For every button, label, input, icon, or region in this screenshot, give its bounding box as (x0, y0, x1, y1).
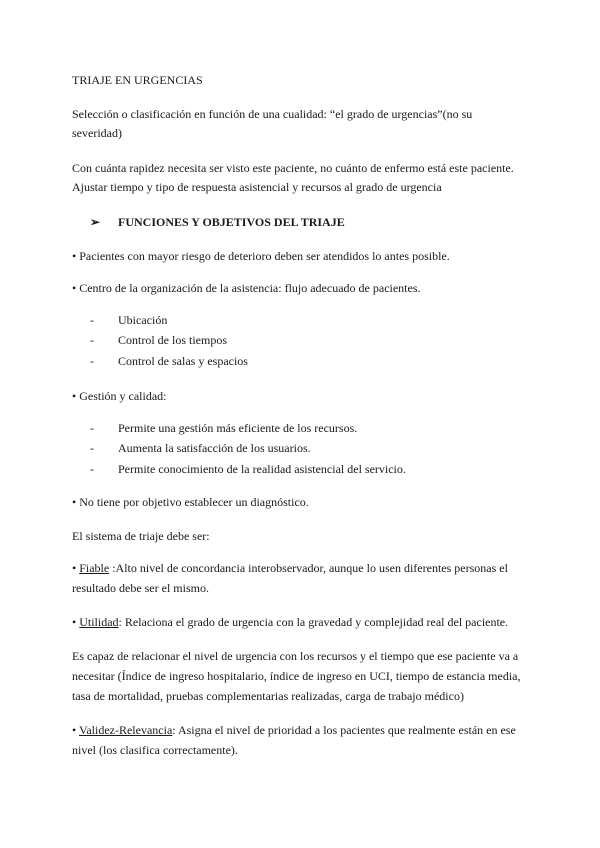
validez-text: : Asigna el nivel de prioridad a los pacientes que realmente están en ese (172, 723, 516, 737)
list-item (90, 353, 248, 369)
utilidad-line (72, 614, 508, 630)
bullet-centro: • Centro de la organización de la asistencia: flujo adecuado de pacientes. (72, 281, 421, 295)
dash-marker: - (90, 313, 94, 327)
section-heading-text: FUNCIONES Y OBJETIVOS DEL TRIAJE (118, 215, 345, 229)
validez-line-2: nivel (los clasifica correctamente). (72, 743, 238, 757)
list-item-text: Permite una gestión más eficiente de los recursos. (118, 421, 358, 435)
list-item-text: Ubicación (118, 313, 168, 327)
para4-line-3: tasa de mortalidad, pruebas complementarias realizadas, carga de trabajo médico) (72, 689, 464, 703)
validez-term: Validez-Relevancia (78, 723, 173, 737)
list-item-text: Permite conocimiento de la realidad asistencial del servicio. (118, 462, 406, 476)
bullet-marker: • (72, 723, 79, 737)
intro-line-1: Selección o clasificación en función de una cualidad: “el grado de urgencias”(no su (72, 107, 473, 121)
fiable-text: :Alto nivel de concordancia interobservador, aunque lo usen diferentes personas el (109, 561, 508, 575)
list-item (90, 420, 357, 436)
dash-marker: - (90, 462, 94, 476)
fiable-line-1 (72, 560, 508, 576)
para2-line-2: Ajustar tiempo y tipo de respuesta asistencial y recursos al grado de urgencia (72, 180, 442, 194)
bullet-gestion: • Gestión y calidad: (72, 389, 167, 403)
bullet-marker: • (72, 561, 80, 575)
list-item-text: Aumenta la satisfacción de los usuarios. (118, 441, 311, 455)
dash-marker: - (90, 441, 94, 455)
dash-marker: - (90, 333, 94, 347)
list-item (90, 440, 311, 456)
para4-line-2: necesitar (Índice de ingreso hospitalario, índice de ingreso en UCI, tiempo de estancia media, (72, 669, 521, 683)
list-item-text: Control de salas y espacios (118, 354, 248, 368)
fiable-term: Fiable (79, 561, 110, 575)
bullet-marker: • (72, 615, 80, 629)
list-item (90, 332, 227, 348)
fiable-line-2: resultado debe ser el mismo. (72, 581, 209, 595)
list-item (90, 312, 167, 328)
section-heading (90, 214, 345, 230)
list-item (90, 461, 406, 477)
bullet-riesgo: • Pacientes con mayor riesgo de deterioro deben ser atendidos lo antes posible. (72, 249, 450, 263)
intro-line-2: severidad) (72, 126, 122, 140)
dash-marker: - (90, 354, 94, 368)
utilidad-term: Utilidad (79, 615, 119, 629)
arrow-bullet-icon: ➢ (90, 215, 101, 229)
dash-marker: - (90, 421, 94, 435)
validez-line-1 (72, 722, 516, 738)
utilidad-text: : Relaciona el grado de urgencia con la gravedad y complejidad real del paciente. (118, 615, 509, 629)
para2-line-1: Con cuánta rapidez necesita ser visto este paciente, no cuánto de enfermo está este paciente. (72, 161, 514, 175)
para3: El sistema de triaje debe ser: (72, 529, 210, 543)
bullet-diagnostico: • No tiene por objetivo establecer un diagnóstico. (72, 495, 309, 509)
para4-line-1: Es capaz de relacionar el nivel de urgencia con los recursos y el tiempo que ese paciente va a (72, 649, 519, 663)
list-item-text: Control de los tiempos (118, 333, 227, 347)
document-title: TRIAJE EN URGENCIAS (72, 73, 203, 87)
